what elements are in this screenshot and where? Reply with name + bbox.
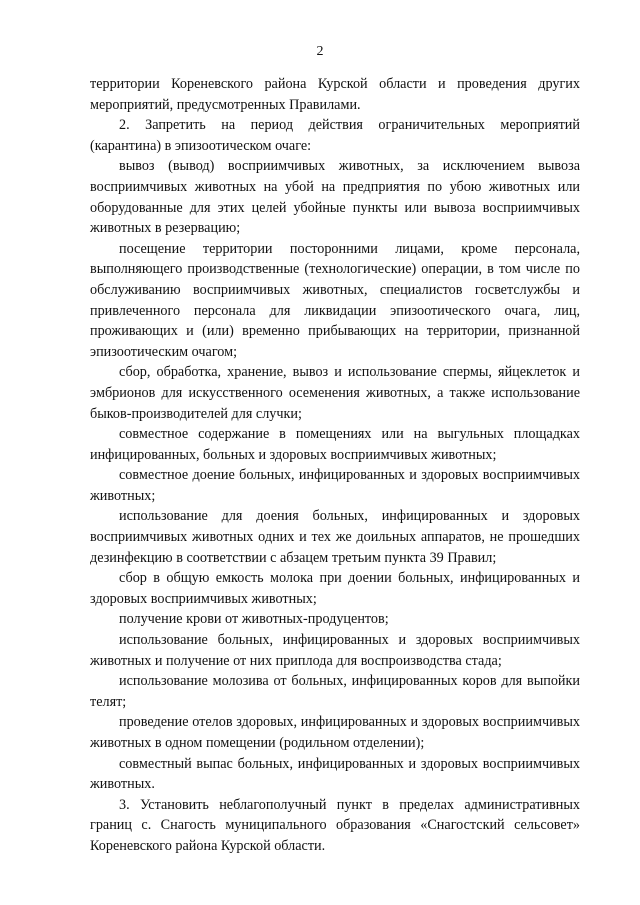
paragraph-item-2: 2. Запретить на период действия ограничительных мероприятий (карантина) в эпизоотическом очаге: xyxy=(90,117,580,154)
paragraph-prohibition: совместное содержание в помещениях или на выгульных площадках инфицированных, больных и здоровых восприимчивых животных; xyxy=(90,426,580,463)
paragraph-prohibition: получение крови от животных-продуцентов; xyxy=(119,611,389,628)
paragraph-item-3: 3. Установить неблагополучный пункт в пределах административных границ с. Снагость муниципального образования «Снагостский сельсовет» Кореневского района Курской области. xyxy=(90,796,580,854)
paragraph-prohibition: совместное доение больных, инфицированных и здоровых восприимчивых животных; xyxy=(90,467,580,504)
document-body xyxy=(90,74,580,857)
paragraph-continuation: территории Кореневского района Курской области и проведения других мероприятий, предусмотренных Правилами. xyxy=(90,76,580,113)
paragraph-prohibition: сбор, обработка, хранение, вывоз и использование спермы, яйцеклеток и эмбрионов для искусственного осеменения животных, а также использование быков-производителей для случки; xyxy=(90,364,580,422)
page-number: 2 xyxy=(316,44,324,59)
paragraph-prohibition: сбор в общую емкость молока при доении больных, инфицированных и здоровых восприимчивых животных; xyxy=(90,570,580,607)
paragraph-prohibition: посещение территории посторонними лицами, кроме персонала, выполняющего производственные (технологические) операции, в том числе по обслуживанию восприимчивых животных, специалистов госветслужбы и привлеченного персонала для ликвидации эпизоотического очага, лиц, проживающих и (или) временно прибывающих на территории, признанной эпизоотическим очагом; xyxy=(90,240,580,360)
paragraph-prohibition: проведение отелов здоровых, инфицированных и здоровых восприимчивых животных в одном помещении (родильном отделении); xyxy=(90,714,580,751)
paragraph-prohibition: использование для доения больных, инфицированных и здоровых восприимчивых животных одних и тех же доильных аппаратов, не прошедших дезинфекцию в соответствии с абзацем третьим пункта 39 Правил; xyxy=(90,508,580,566)
paragraph-prohibition: совместный выпас больных, инфицированных и здоровых восприимчивых животных. xyxy=(90,755,580,793)
paragraph-prohibition: использование больных, инфицированных и здоровых восприимчивых животных и получение от них приплода для воспроизводства стада; xyxy=(90,632,580,669)
paragraph-prohibition: вывоз (вывод) восприимчивых животных, за исключением вывоза восприимчивых животных на убой на предприятия по убою животных или оборудованные для этих целей убойные пункты или вывоза восприимчивых животных в резервацию; xyxy=(90,158,580,237)
paragraph-prohibition: использование молозива от больных, инфицированных коров для выпойки телят; xyxy=(90,673,580,710)
